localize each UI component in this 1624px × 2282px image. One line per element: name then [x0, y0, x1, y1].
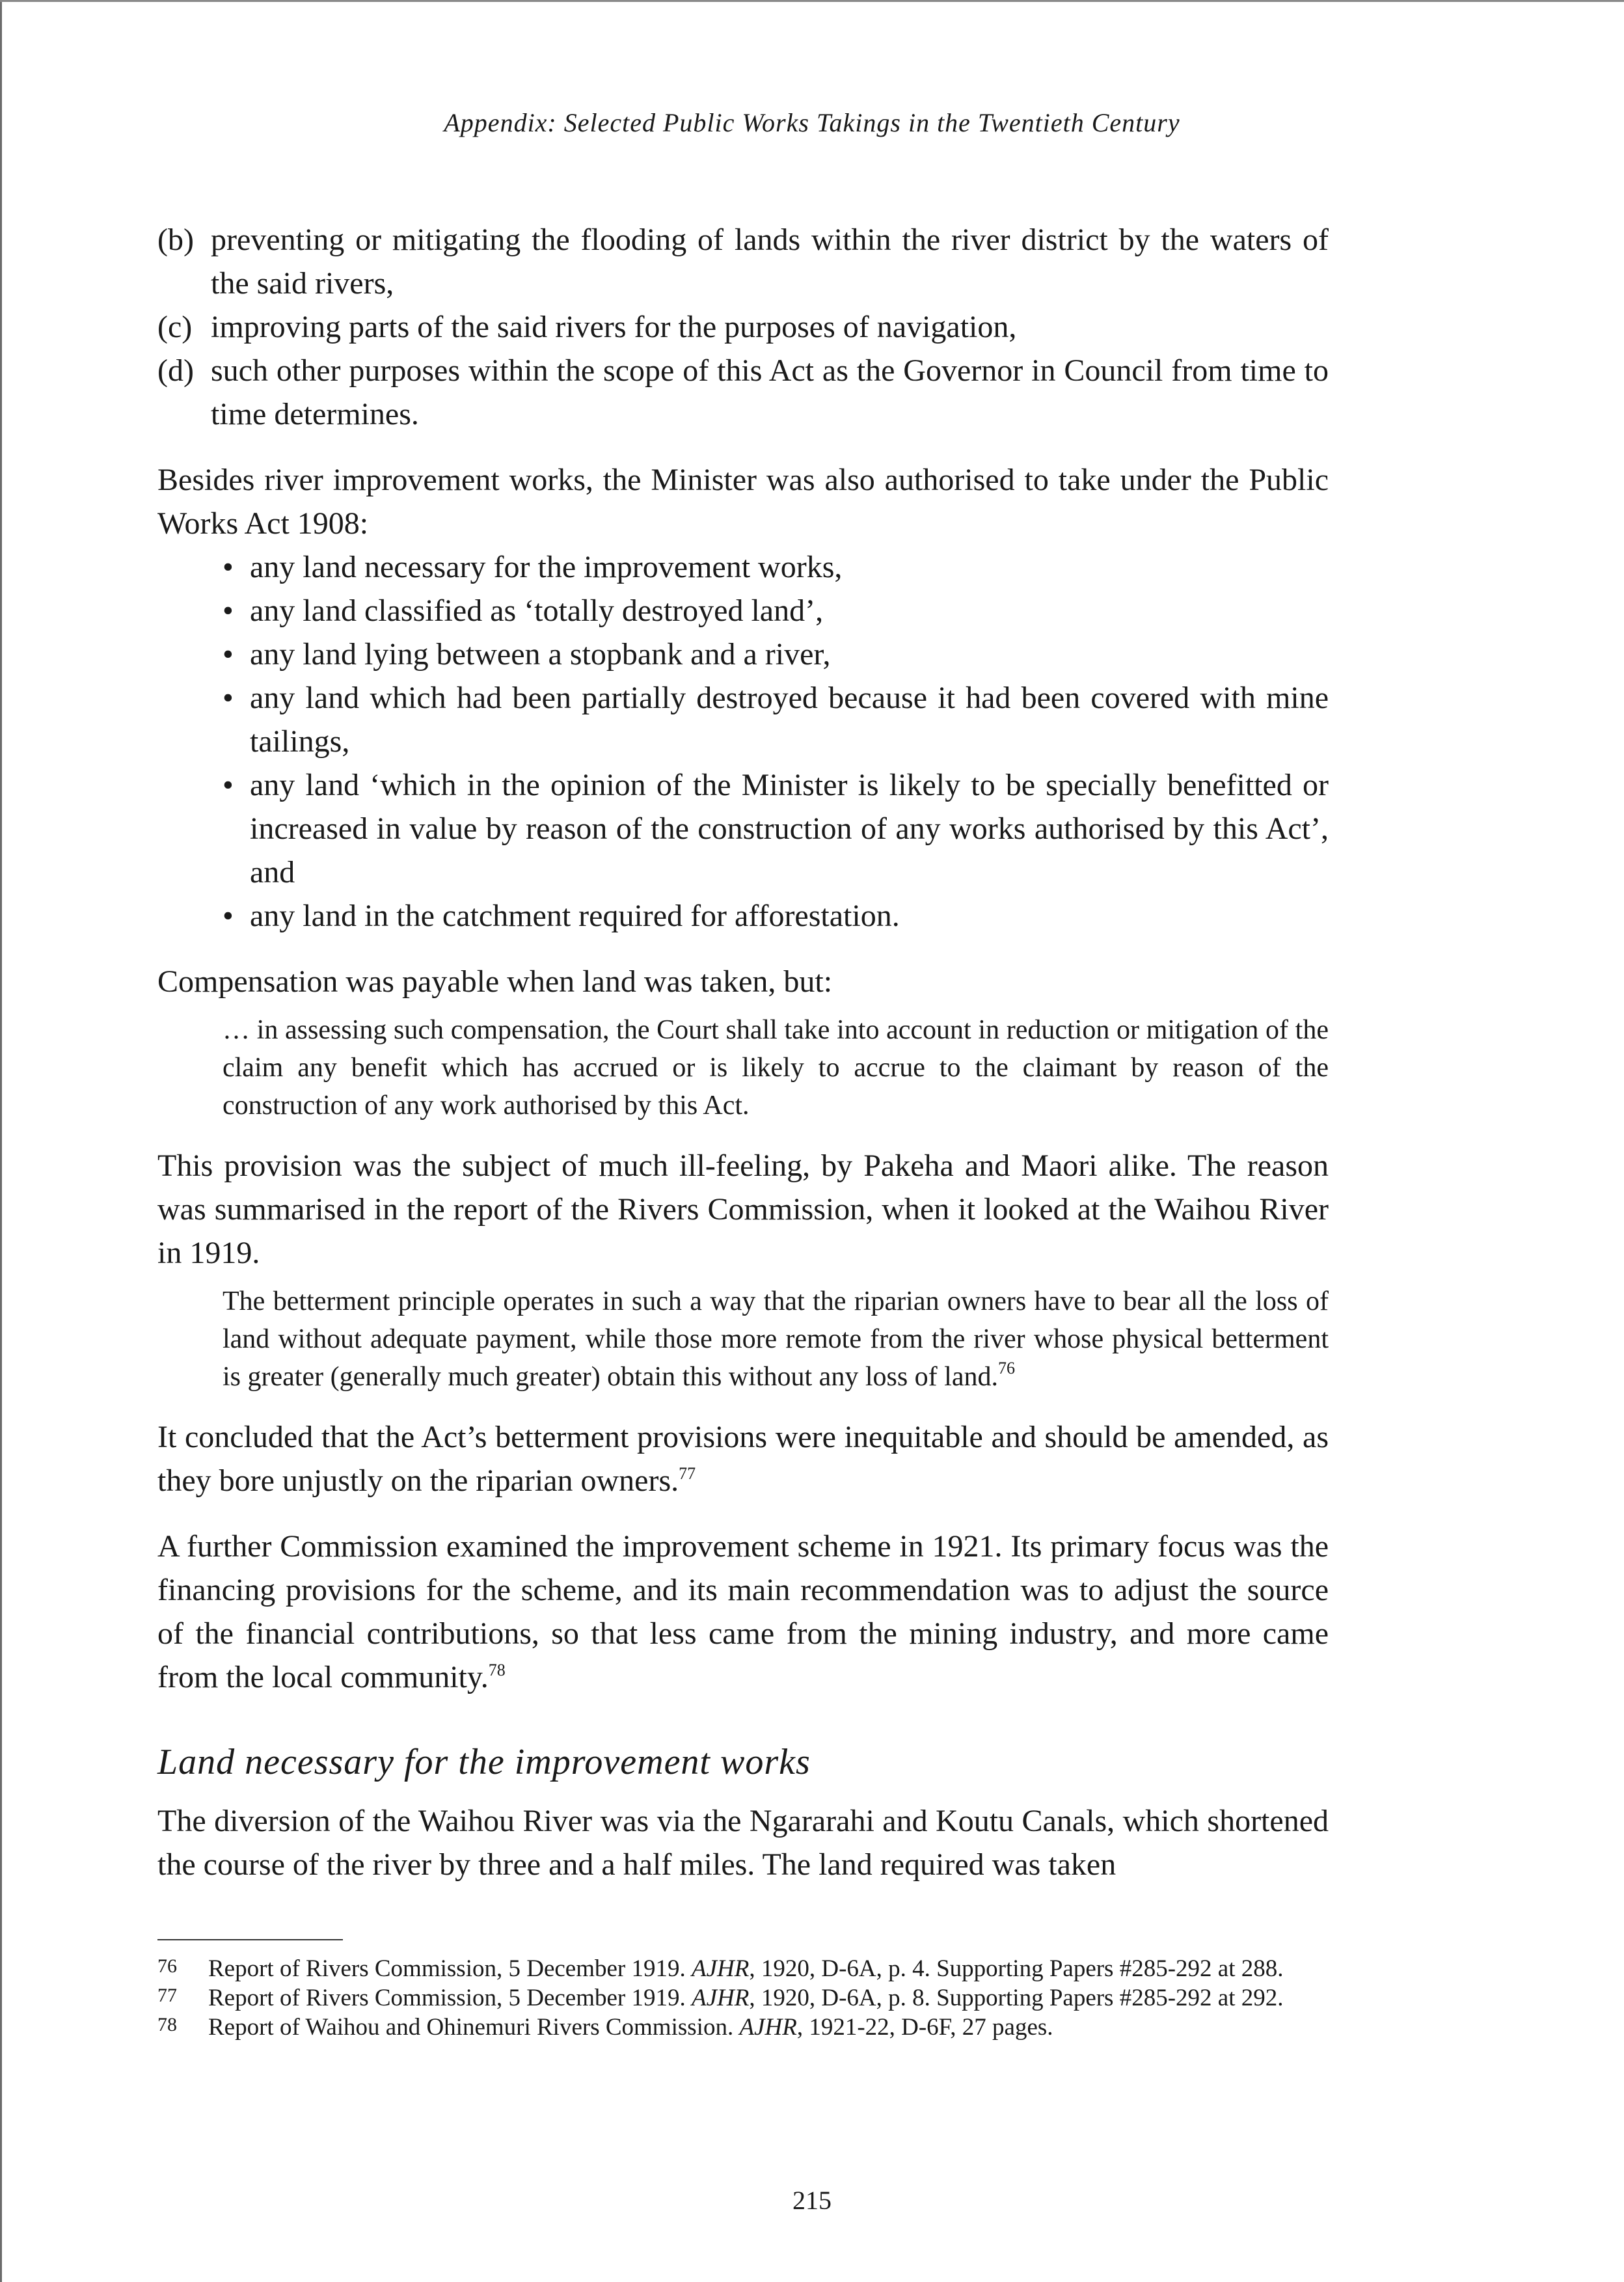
footnote-rule [157, 1939, 343, 1940]
paragraph-text: A further Commission examined the improvement scheme in 1921. Its primary focus was the financing provisions for the scheme, and its main recommendation was to adjust the source of the financial contributions, so that less came from the mining industry, and more came from the local community. [157, 1529, 1329, 1694]
page-number: 215 [792, 2186, 832, 2215]
footnote-text: , 1920, D-6A, p. 8. Supporting Papers #285-292 at 292. [749, 1985, 1284, 2011]
paragraph-text: It concluded that the Act’s betterment provisions were inequitable and should be amended, as they bore unjustly on the riparian owners. [157, 1420, 1329, 1498]
page-body [157, 218, 1329, 1886]
bullet-item: • any land which had been partially destroyed because it had been covered with mine tailings, [223, 676, 1329, 763]
footnote-text: , 1921-22, D-6F, 27 pages. [796, 2014, 1053, 2041]
bullet-item: • any land classified as ‘totally destroyed land’, [223, 589, 1329, 632]
list-item-text: preventing or mitigating the flooding of lands within the river district by the waters of the said rivers, [211, 223, 1329, 301]
list-item-text: improving parts of the said rivers for the purposes of navigation, [211, 310, 1017, 344]
paragraph-provision: This provision was the subject of much ill-feeling, by Pakeha and Maori alike. The reason was summarised in the report of the Rivers Commission, when it looked at the Waihou River in 1919. [157, 1148, 1329, 1270]
block-quote-betterment [157, 1283, 1329, 1396]
list-item-text: such other purposes within the scope of this Act as the Governor in Council from time to time determines. [211, 353, 1329, 431]
footnote-ref-78: 78 [488, 1661, 506, 1679]
paragraph-further-commission [157, 1525, 1329, 1699]
block-quote-compensation: … in assessing such compensation, the Court shall take into account in reduction or mitigation of the claim any benefit which has accrued or is likely to accrue to the claimant by reason of the construction of any work authorised by this Act. [223, 1015, 1329, 1121]
bullet-item: • any land necessary for the improvement works, [223, 545, 1329, 589]
list-marker: (b) [157, 223, 194, 257]
list-item [157, 349, 1329, 436]
running-head: Appendix: Selected Public Works Takings in the Twentieth Century [444, 108, 1180, 137]
paragraph-diversion: The diversion of the Waihou River was via the Ngararahi and Koutu Canals, which shortened the course of the river by three and a half miles. The land required was taken [157, 1804, 1329, 1882]
footnote-number: 77 [157, 1985, 177, 2006]
list-item [157, 305, 1329, 349]
footnote-77 [157, 1983, 1303, 2013]
footnote-number: 76 [157, 1955, 177, 1977]
paragraph-concluded [157, 1415, 1329, 1502]
land-bullet-list [157, 545, 1329, 938]
list-marker: (c) [157, 310, 193, 344]
footnote-ref-76: 76 [997, 1359, 1015, 1378]
purposes-list [157, 218, 1329, 436]
footnote-text: , 1920, D-6A, p. 4. Supporting Papers #285-292 at 288. [749, 1955, 1284, 1982]
list-item [157, 218, 1329, 305]
quote-text: The betterment principle operates in such a way that the riparian owners have to bear all the loss of land without adequate payment, while those more remote from the river whose physical betterment is greater (generally much greater) obtain this without any loss of land. [223, 1286, 1329, 1392]
footnotes [157, 1954, 1303, 2042]
footnote-number: 78 [157, 2014, 177, 2035]
list-marker: (d) [157, 353, 194, 388]
paragraph-compensation: Compensation was payable when land was taken, but: [157, 964, 833, 999]
footnote-text: Report of Rivers Commission, 5 December 1919. [208, 1955, 692, 1982]
bullet-item: • any land in the catchment required for afforestation. [223, 894, 1329, 938]
journal-abbrev: AJHR [691, 1985, 750, 2011]
bullet-item: • any land lying between a stopbank and a river, [223, 632, 1329, 676]
footnote-76 [157, 1954, 1303, 1983]
footnote-text: Report of Rivers Commission, 5 December 1919. [208, 1985, 692, 2011]
bullet-item: • any land ‘which in the opinion of the Minister is likely to be specially benefitted or increased in value by reason of the construction of any works authorised by this Act’, and [223, 763, 1329, 894]
paragraph-besides: Besides river improvement works, the Minister was also authorised to take under the Public Works Act 1908: [157, 463, 1329, 541]
journal-abbrev: AJHR [739, 2014, 797, 2041]
journal-abbrev: AJHR [691, 1955, 750, 1982]
footnote-ref-77: 77 [679, 1464, 696, 1483]
page-top-edge [0, 0, 1624, 2]
page-edge [0, 0, 2, 2282]
footnote-78 [157, 2013, 1303, 2042]
footnote-text: Report of Waihou and Ohinemuri Rivers Commission. [208, 2014, 740, 2041]
section-heading: Land necessary for the improvement works [157, 1742, 811, 1782]
